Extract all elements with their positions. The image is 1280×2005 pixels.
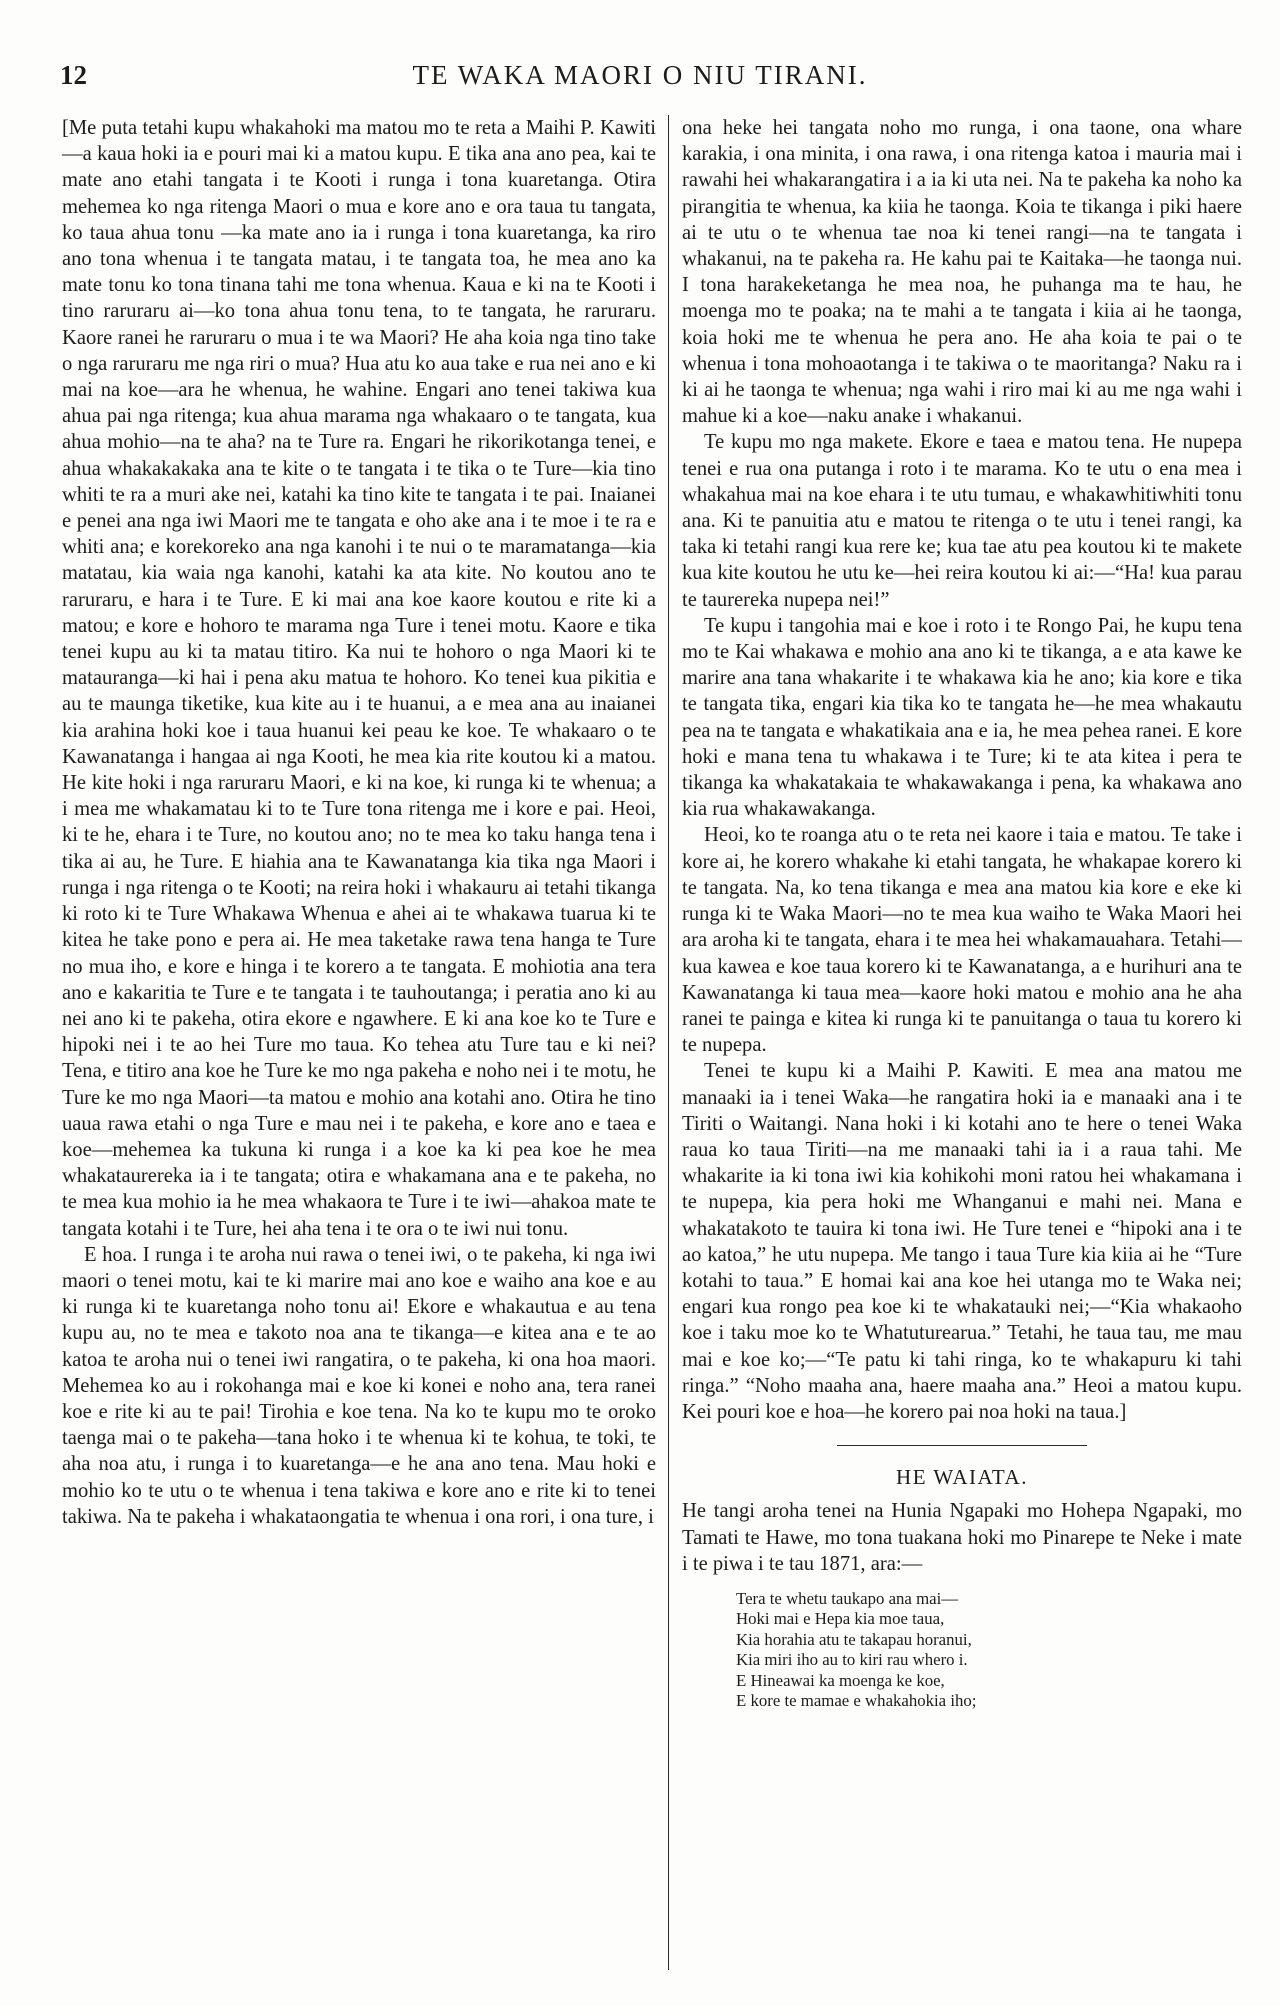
editorial-reply-paragraph: Heoi, ko te roanga atu o te reta nei kaore i taia e matou. Te take i kore ai, he korero whakahe ki etahi tangata, he whakapae korero ki te tangata. Na, ko tena tikanga e mea ana matou kia kore e eke ki runga ki te Waka Maori—no te mea kua waiho te Waka Maori hei ara aroha ki te tangata, ehara i te mea hei whakamauahara. Tetahi—kua kawea e koe taua korero ki te Kawanatanga, a e hurihuri ana te Kawanatanga ki taua mea—kaore hoki matou e mohio ana he aha ranei te painga e kitea ki runga ki te panuitanga o taua tu korero ki te nupepa. bbox=[682, 824, 1242, 1057]
editorial-reply-paragraph: Te kupu i tangohia mai e koe i roto i te Rongo Pai, he kupu tena mo te Kai whakawa e mohio ana ano ki te tikanga, a e ata kawe ke marire ana tana whakarite i te whakawa kia he ano; kia kore e tika te tangata tika, engari kia tika ko te tangata he—he mea whakautu pea na te tangata e whakatikaia ana e ia, he mea pehea ranei. E kore hoki e mana tena tu whakawa i te Ture; ki te ata kitea i pera te tikanga ka whakatakaia te whakawakanga i pena, ka whakawa ano kia rua whakawakanga. bbox=[682, 614, 1242, 821]
section-title: HE WAIATA. bbox=[896, 1465, 1028, 1490]
editorial-reply-paragraph: Tenei te kupu ki a Maihi P. Kawiti. E mea ana matou me manaaki ia i tenei Waka—he rangatira hoki ia e manaaki ana i te Tiriti o Waitangi. Nana hoki i ki kotahi ano te here o tenei Waka raua ko taua Tiriti—na me manaaki tahi ia i a raua tahi. Me whakarite ia ki tona iwi kia kohikohi moni ratou hei whakamana i te nupepa, kia pera hoki me Whanganui e mahi nei. Mana e whakatakoto te tauira ki tona iwi. He Ture tenei e “hipoki ana i te ao katoa,” he utu nupepa. Me tango i taua Ture kia kiia ai he “Ture kotahi to taua.” E homai kai ana koe hei utanga mo te Waka nei; engari kua rongo pea koe ki te whakatauki nei;—“Kia whakaoho koe i taku moe ko te Whatuturearua.” Tetahi, he taua tau, me mau mai e koe ko;—“Te patu ki tahi ringa, ko te whakapuru ki tahi ringa.” “Noho maaha ana, haere maaha ana.” Heoi a matou kupu. Kei pouri koe e hoa—he korero pai noa hoki na taua.] bbox=[682, 1060, 1242, 1423]
poem-line: E Hineawai ka moenga ke koe, bbox=[736, 1670, 945, 1690]
right-column bbox=[682, 115, 1242, 1970]
running-title: TE WAKA MAORI O NIU TIRANI. bbox=[412, 60, 868, 90]
editorial-reply-paragraph: ona heke hei tangata noho mo runga, i ona taone, ona whare karakia, i ona minita, i ona rawa, i ona ritenga katoa i mauria mai i rawahi hei whakarangatira i a ia ki uta nei. Na te pakeha ka noho ka pirangitia te whenua, ka kiia he taonga. Koia te tikanga i piki haere ai te utu o te whenua tae noa ki tenei rangi—na te tangata i whakanui, na te pakeha ra. He kahu pai te Kaitaka—he taonga nui. I tona harakeketanga he mea noa, he puhanga ma te hau, he moenga mo te poaka; na te mahi a te tangata i kiia ai he taonga, koia hoki me te whenua he pera ano. He aha koia te pai o te whenua i tona mohoaotanga i te takiwa o te maoritanga? Naku ra i ki ai he taonga te whenua; nga wahi i riro mai ki au me nga wahi i mahue ki a koe—naku anake i whakanui. bbox=[682, 117, 1242, 428]
page-header bbox=[60, 60, 1220, 100]
poem-line: Kia miri iho au to kiri rau whero i. bbox=[736, 1650, 968, 1670]
poem-line: Tera te whetu taukapo ana mai— bbox=[736, 1588, 959, 1608]
poem-line: E kore te mamae e whakahokia iho; bbox=[736, 1691, 977, 1711]
poem-line: Hoki mai e Hepa kia moe taua, bbox=[736, 1609, 945, 1629]
page-number: 12 bbox=[60, 60, 87, 90]
section-divider bbox=[837, 1445, 1087, 1446]
editorial-reply-paragraph: [Me puta tetahi kupu whakahoki ma matou mo te reta a Maihi P. Kawiti—a kaua hoki ia e pouri mai ki a matou kupu. E tika ana ano pea, kai te mate ano etahi tangata i te Kooti i runga i tona kuaretanga. Otira mehemea ko nga ritenga Maori o mua e kore ano e ora taua tu tangata, ko taua ahua tonu —ka mate ano ia i runga i tona kuaretanga, ka riro ano tona whenua i te tangata matau, i te tangata toa, he mea ano ka mate tonu ko tona tinana tahi me tona whenua. Kaua e ki na te Kooti i tino raruraru ai—ko tona ahua tonu tena, to te tangata, he raruraru. Kaore ranei he raruraru o mua i te wa Maori? He aha koia nga tino take o nga raruraru me nga riri o mua? Hua atu ko aua take e rua nei ano e ki mai na koe—ara he whenua, he wahine. Engari ano tenei takiwa kua ahua pai nga ritenga; kua ahua marama nga whakaaro o te tangata, kua ahua mohio—na te aha? na te Ture ra. Engari he rikorikotanga tenei, e ahua whakakakaka ana te kite o te tangata i te tika o te Ture—kia tino whiti te ra a muri ake nei, katahi ka tino kite te tangata i te pai. Inaianei e penei ana nga iwi Maori me te tangata e oho ake ana i te moe i te ra e whiti ana; e korekoreko ana nga kanohi i te nui o te maramatanga—kia matatau, kia waia nga kanohi, katahi ka ata kite. No koutou ano te raruraru, e hara i te Ture. E ki mai ana koe kaore koutou e rite ki a matou; e kore e hohoro te marama nga Ture i tenei motu. Kaore e tika tenei kupu au ki ta matau titiro. Ka nui te hohoro o nga Maori ki te matauranga—ki hai i pena aku matua te hohoro. Ko tenei kua pikitia e au te maunga tiketike, kua kite au i te huanui, a e mea ana au inaianei kia arahina hoki koe i taua huanui kei peau ke koe. Te whakaaro o te Kawanatanga i hangaa ai nga Kooti, he mea kia rite koutou ki a matou. He kite hoki i nga raruraru Maori, e ki na koe, ki runga ki te whenua; a i mea me whakamatau ki to te Ture tona ritenga me i kore e pai. Heoi, ki te he, ehara i te Ture, no koutou ano; no te mea ko taku hanga tena i tika ai au, he Ture. E hiahia ana te Kawanatanga kia tika nga Maori i runga i nga ritenga o te Kooti; na reira hoki i whakauru ai tetahi tikanga ki roto ki te Ture Whakawa Whenua e ahei ai te whakawa tuarua ki te kitea he take pono e pera ai. He mea taketake rawa tena hanga te Ture no mua iho, e kore e hinga i te korero a te tangata. E mohiotia ana tera ano e kakaritia te Ture e te tangata i te tauhoutanga; i peratia ano ki au nei ano ki te pakeha, otira ekore e ngawhere. E ki ana koe ko te Ture e hipoki nei i te ao hei Ture mo taua. Ko tehea atu Ture tau e ki nei? Tena, e titiro ana koe he Ture ke mo nga pakeha e noho nei i te motu, he Ture ke mo nga Maori—ta matou e mohio ana kotahi ano. Otira he tino uaua rawa etahi o nga Ture e mau nei i te pakeha, e kore ano e taea e koe—mehemea ka tukuna ki runga i a koe ka ki pea koe he mea whakataurereka ia i te tangata; otira e whakamana ana e te pakeha, no te mea kua mohio ia he mea whakaora te Ture i te iwi—ahakoa mate te tangata kotahi i te Ture, hei aha tena i te ora o te iwi nui tonu. bbox=[62, 117, 656, 1240]
left-column bbox=[62, 115, 669, 1970]
editorial-reply-paragraph: Te kupu mo nga makete. Ekore e taea e matou tena. He nupepa tenei e rua ona putanga i roto i te marama. Ko te utu o ena mea i whakahua mai na koe ehara i te utu tumau, e whakawhitiwhiti tonu ana. Ki te panuitia atu e matou te ritenga o te utu i tenei rangi, ka taka ki tetahi rangi kua rere ke; kua tae atu pea koutou ki te makete kua kite koutou he utu ke—hei reira koutou ki ai:—“Ha! kua parau te taurereka nupepa nei!” bbox=[682, 431, 1242, 611]
waiata-intro: He tangi aroha tenei na Hunia Ngapaki mo Hohepa Ngapaki, mo Tamati te Hawe, mo tona tuakana hoki mo Pinarepe te Neke i mate i te piwa i te tau 1871, ara:— bbox=[682, 1500, 1242, 1575]
poem-line: Kia horahia atu te takapau horanui, bbox=[736, 1629, 972, 1649]
waiata-poem bbox=[736, 1589, 1242, 1712]
editorial-reply-paragraph: E hoa. I runga i te aroha nui rawa o tenei iwi, o te pakeha, ki nga iwi maori o tenei motu, kai te ki marire mai ano koe e waiho ana koe e au ki runga ki te kuaretanga noho tonu ai! Ekore e whakautua e au tena kupu au, no te mea e takoto noa ana te tikanga—e kitea ana e te ao katoa te aroha nui o tenei iwi rangatira, o te pakeha, ki ona hoa maori. Mehemea ko au i rokohanga mai e koe ki konei e noho ana, tera ranei koe e rite ki au te pai! Tirohia e koe tena. Na ko te kupu mo te oroko taenga mai o te pakeha—tana hoko i te whenua ki te kohua, te toki, te aha noa atu, i runga i to kuaretanga—e he ana ano tena. Mau hoki e mohio ko te utu o te whenua i tena takiwa e kore ano e rite ki to tenei takiwa. Na te pakeha i whakataongatia te whenua i ona rori, i ona ture, i bbox=[62, 1243, 656, 1528]
